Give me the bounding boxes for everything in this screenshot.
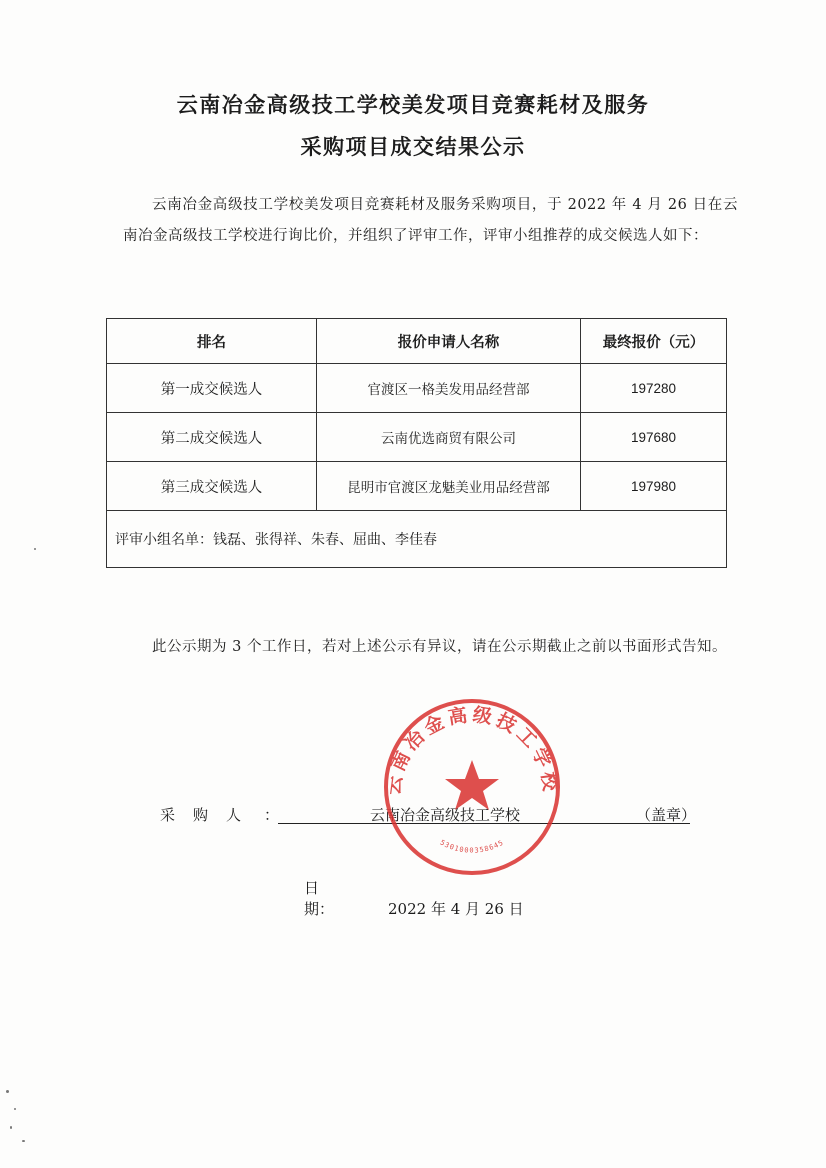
- table-row: [107, 364, 727, 413]
- price-cell: 197280: [581, 364, 727, 413]
- header-rank: 排名: [107, 319, 317, 364]
- document-title-line-2: 采购项目成交结果公示: [300, 135, 526, 159]
- company-cell: 官渡区一格美发用品经营部: [317, 364, 581, 413]
- scan-speck: [14, 1108, 16, 1110]
- scan-speck: [6, 1090, 9, 1093]
- official-seal-stamp: [381, 696, 563, 878]
- scan-speck: [34, 548, 36, 550]
- seal-note: （盖章）: [636, 806, 697, 824]
- date-row: [304, 877, 524, 919]
- header-company: 报价申请人名称: [317, 319, 581, 364]
- date-value: 2022 年 4 月 26 日: [388, 900, 524, 918]
- notice-paragraph: 此公示期为 3 个工作日，若对上述公示有异议，请在公示期截止之前以书面形式告知。: [152, 639, 727, 655]
- jury-list: 评审小组名单：钱磊、张得祥、朱春、屈曲、李佳春: [107, 511, 727, 568]
- header-price: 最终报价（元）: [581, 319, 727, 364]
- intro-paragraph: 云南冶金高级技工学校美发项目竞赛耗材及服务采购项目，于 2022 年 4 月 26 日在云南冶金高级技工学校进行询比价，并组织了评审工作，评审小组推荐的成交候选人如下：: [123, 197, 738, 244]
- scan-speck: [10, 1126, 12, 1129]
- seal-code-text: 5301000358645: [438, 838, 506, 855]
- purchaser-colon: ：: [264, 806, 280, 824]
- table-row: [107, 462, 727, 511]
- rank-cell: 第三成交候选人: [107, 462, 317, 511]
- price-cell: 197980: [581, 462, 727, 511]
- purchaser-label: 采购人: [160, 806, 260, 824]
- rank-cell: 第二成交候选人: [107, 413, 317, 462]
- jury-row: [107, 511, 727, 568]
- scan-speck: [22, 1140, 25, 1142]
- company-cell: 云南优选商贸有限公司: [317, 413, 581, 462]
- document-title-line-1: 云南冶金高级技工学校美发项目竞赛耗材及服务: [176, 93, 650, 117]
- price-cell: 197680: [581, 413, 727, 462]
- results-table: [106, 318, 727, 568]
- table-row: [107, 413, 727, 462]
- purchaser-name: 云南冶金高级技工学校: [370, 806, 521, 824]
- star-icon: [445, 760, 499, 810]
- table-header-row: [107, 319, 727, 364]
- rank-cell: 第一成交候选人: [107, 364, 317, 413]
- company-cell: 昆明市官渡区龙魅美业用品经营部: [317, 462, 581, 511]
- date-label: 日 期：: [304, 879, 365, 918]
- seal-ring-text: 云南冶金高级技工学校: [382, 703, 562, 797]
